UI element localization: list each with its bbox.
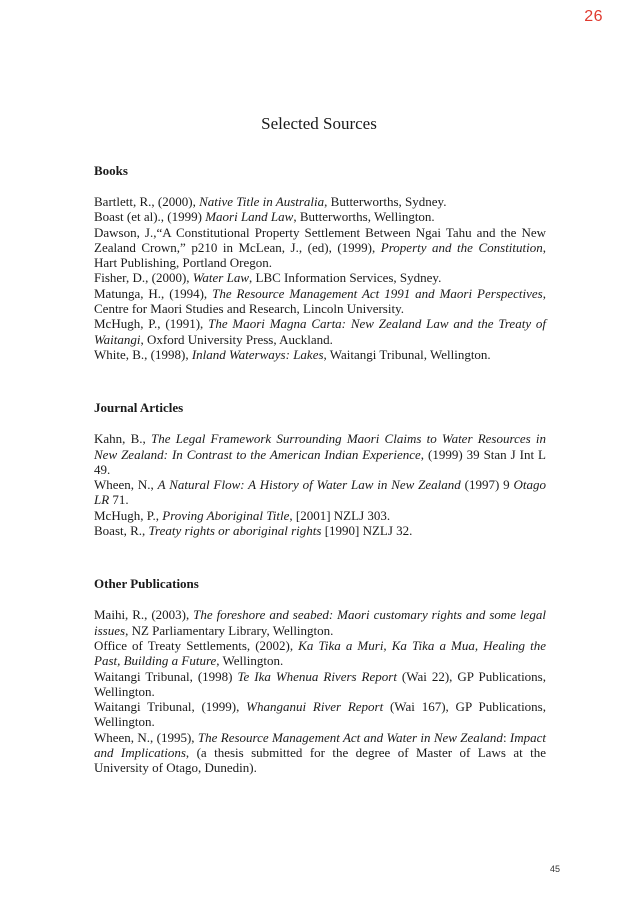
sources-content: [94, 162, 546, 813]
source-text: , Hart Publishing, Portland Oregon.: [94, 239, 546, 271]
source-text: (1997) 9: [460, 477, 514, 493]
source-text: Fisher, D., (2000),: [94, 270, 193, 286]
source-entry: [94, 347, 546, 362]
source-text: Boast, R.,: [94, 523, 149, 539]
source-title-italic: Native Title in Australia: [199, 194, 325, 209]
source-text: [1990] NZLJ 32.: [321, 523, 413, 539]
source-title-italic: Treaty rights or aboriginal rights: [148, 523, 322, 539]
source-text: Dawson, J.,“A Constitutional Property Settlement Between Ngai Tahu and the New Zealand Crown,” p210 in McLean, J., (ed), (1999),: [94, 224, 546, 255]
source-title-italic: Inland Waterways: Lakes: [191, 346, 324, 362]
source-title-italic: The Resource Management Act and Water in New Zealand: [197, 729, 503, 745]
source-title-italic: The Maori Magna Carta: New Zealand Law and the Treaty of Waitangi: [94, 316, 547, 347]
source-entry: [94, 316, 546, 347]
source-entry: [94, 225, 546, 271]
source-text: McHugh, P.,: [94, 507, 163, 523]
source-text: Matunga, H., (1994),: [94, 285, 213, 301]
source-title-italic: Ka Tika a Muri, Ka Tika a Mua, Healing the Past, Building a Future: [94, 637, 546, 669]
source-text: (Wai 167), GP Publications, Wellington.: [94, 699, 546, 730]
source-text: Kahn, B.,: [94, 431, 151, 447]
source-title-italic: The Resource Management Act 1991 and Maori Perspectives: [212, 285, 543, 301]
source-entry: [94, 431, 546, 477]
source-title-italic: Impact and Implications: [94, 729, 547, 761]
source-text: , Oxford University Press, Auckland.: [140, 331, 333, 347]
footer-page-number: 45: [549, 864, 560, 874]
section-books: [94, 162, 546, 362]
source-text: Office of Treaty Settlements, (2002),: [94, 637, 299, 653]
source-title-italic: Water Law: [192, 270, 250, 286]
source-title-italic: Maori Land Law: [205, 209, 294, 225]
source-entry: [94, 523, 546, 538]
source-entry: [94, 194, 546, 209]
source-text: , Waitangi Tribunal, Wellington.: [323, 346, 491, 362]
page-title: Selected Sources: [261, 114, 377, 133]
source-text: Wheen, N.,: [94, 477, 158, 493]
section-heading: Other Publications: [94, 576, 199, 592]
source-text: Bartlett, R., (2000),: [94, 194, 200, 209]
source-text: , (1999) 39 Stan J Int L 49.: [94, 446, 546, 477]
source-text: (Wai 22), GP Publications, Wellington.: [94, 668, 546, 699]
source-title-italic: Otago LR: [94, 477, 546, 508]
source-entry: [94, 270, 546, 285]
source-text: 71.: [109, 492, 129, 508]
source-text: :: [502, 729, 510, 745]
section-journal-articles: [94, 399, 546, 538]
source-entry: [94, 669, 546, 700]
source-title-italic: The Legal Framework Surrounding Maori Claims to Water Resources in New Zealand: In Contrast to the American Indian Experience: [94, 431, 546, 462]
source-text: Waitangi Tribunal, (1999),: [94, 699, 247, 715]
source-title-italic: Proving Aboriginal Title: [162, 507, 290, 523]
section-heading: Journal Articles: [94, 400, 184, 416]
source-entry: [94, 209, 546, 224]
source-entry: [94, 477, 546, 508]
source-text: , [2001] NZLJ 303.: [289, 507, 391, 523]
corner-page-number: 26: [584, 8, 603, 25]
source-text: , Wellington.: [216, 653, 284, 669]
source-text: Waitangi Tribunal, (1998): [94, 668, 238, 684]
source-title-italic: The foreshore and seabed: Maori customary rights and some legal issues: [94, 607, 546, 638]
source-entry: [94, 508, 546, 523]
source-text: , (a thesis submitted for the degree of Master of Laws at the University of Otago, Dunedin).: [94, 745, 546, 776]
source-text: , Centre for Maori Studies and Research, Lincoln University.: [94, 285, 546, 317]
section-other-publications: [94, 575, 546, 775]
source-text: , LBC Information Services, Sydney.: [249, 270, 442, 286]
source-entry: [94, 638, 546, 669]
source-entry: [94, 699, 546, 730]
source-title-italic: Te Ika Whenua Rivers Report: [237, 668, 397, 684]
source-entry: [94, 286, 546, 317]
source-text: , Butterworths, Sydney.: [324, 194, 447, 209]
source-title-italic: A Natural Flow: A History of Water Law in New Zealand: [157, 477, 461, 493]
source-text: Boast (et al)., (1999): [94, 209, 206, 225]
source-text: White, B., (1998),: [94, 346, 192, 362]
source-entry: [94, 607, 546, 638]
source-title-italic: Property and the Constitution: [380, 239, 543, 255]
source-text: Wheen, N., (1995),: [94, 729, 198, 745]
source-text: McHugh, P., (1991),: [94, 316, 209, 332]
source-entry: [94, 730, 546, 776]
source-title-italic: Whanganui River Report: [246, 699, 384, 715]
source-text: , NZ Parliamentary Library, Wellington.: [125, 622, 334, 638]
section-heading: Books: [94, 163, 128, 178]
source-text: , Butterworths, Wellington.: [293, 209, 435, 225]
source-text: Maihi, R., (2003),: [94, 607, 194, 623]
